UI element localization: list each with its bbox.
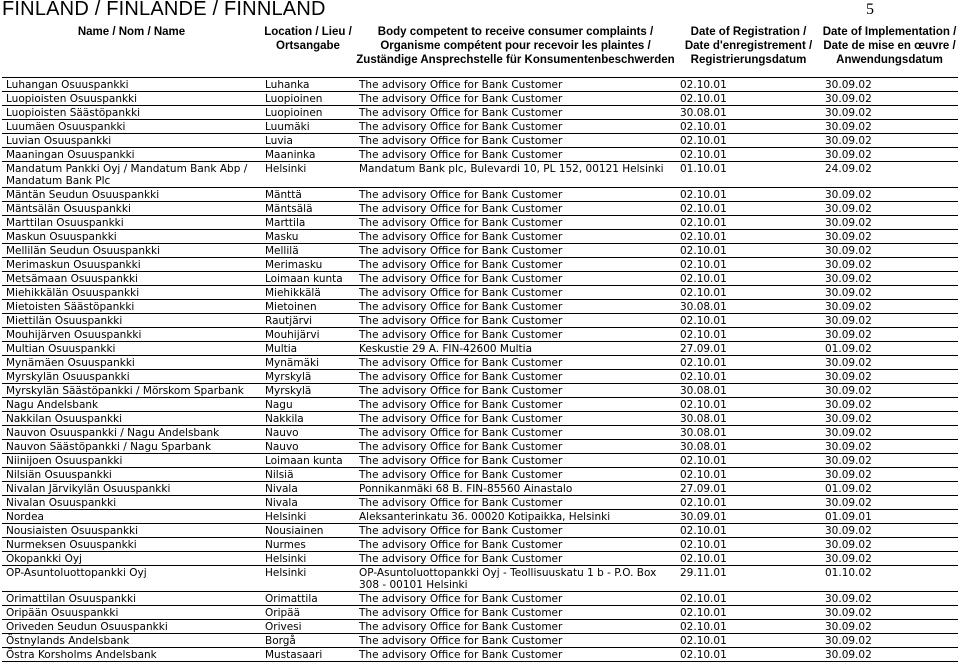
cell-name: Nauvon Säästöpankki / Nagu Sparbank (2, 440, 261, 454)
cell-name: Luopioisten Osuuspankki (2, 92, 261, 106)
table-row (2, 566, 958, 592)
cell-implementation-date: 30.09.02 (821, 648, 958, 662)
cell-name: Okopankki Oyj (2, 552, 261, 566)
cell-name: Merimaskun Osuuspankki (2, 258, 261, 272)
cell-name: Oriveden Seudun Osuuspankki (2, 620, 261, 634)
cell-implementation-date: 30.09.02 (821, 92, 958, 106)
cell-implementation-date: 30.09.02 (821, 314, 958, 328)
cell-body: The advisory Office for Bank Customer (355, 258, 676, 272)
page-title: FINLAND / FINLANDE / FINNLAND (2, 0, 326, 20)
cell-registration-date: 02.10.01 (676, 620, 821, 634)
cell-implementation-date: 30.09.02 (821, 148, 958, 162)
table-header (2, 25, 958, 78)
cell-implementation-date: 30.09.02 (821, 328, 958, 342)
cell-body: The advisory Office for Bank Customer (355, 202, 676, 216)
cell-location: Helsinki (261, 162, 355, 188)
cell-location: Helsinki (261, 510, 355, 524)
cell-location: Oripää (261, 606, 355, 620)
cell-registration-date: 30.08.01 (676, 412, 821, 426)
cell-registration-date: 30.09.01 (676, 510, 821, 524)
cell-name: Mäntän Seudun Osuuspankki (2, 188, 261, 202)
cell-name: Nauvon Osuuspankki / Nagu Andelsbank (2, 426, 261, 440)
cell-body: The advisory Office for Bank Customer (355, 92, 676, 106)
cell-implementation-date: 30.09.02 (821, 538, 958, 552)
cell-location: Orimattila (261, 592, 355, 606)
cell-registration-date: 02.10.01 (676, 134, 821, 148)
cell-location: Orivesi (261, 620, 355, 634)
table-row (2, 106, 958, 120)
cell-location: Mäntsälä (261, 202, 355, 216)
table-row (2, 356, 958, 370)
cell-name: Nivalan Osuuspankki (2, 496, 261, 510)
cell-body: Keskustie 29 A. FIN-42600 Multia (355, 342, 676, 356)
cell-implementation-date: 30.09.02 (821, 120, 958, 134)
cell-implementation-date: 30.09.02 (821, 398, 958, 412)
cell-name: Nilsiän Osuuspankki (2, 468, 261, 482)
cell-implementation-date: 30.09.02 (821, 412, 958, 426)
table-row (2, 202, 958, 216)
cell-body: The advisory Office for Bank Customer (355, 216, 676, 230)
cell-registration-date: 02.10.01 (676, 552, 821, 566)
cell-name: OP-Asuntoluottopankki Oyj (2, 566, 261, 592)
cell-implementation-date: 01.09.02 (821, 482, 958, 496)
column-header-location: Location / Lieu / Ortsangabe (264, 26, 352, 52)
cell-implementation-date: 01.10.02 (821, 566, 958, 592)
cell-name: Orimattilan Osuuspankki (2, 592, 261, 606)
cell-implementation-date: 30.09.02 (821, 134, 958, 148)
cell-implementation-date: 30.09.02 (821, 286, 958, 300)
cell-location: Nivala (261, 482, 355, 496)
cell-body: The advisory Office for Bank Customer (355, 538, 676, 552)
column-header-name: Name / Nom / Name (77, 26, 186, 38)
cell-location: Borgå (261, 634, 355, 648)
cell-name: Mandatum Pankki Oyj / Mandatum Bank Abp / Mandatum Bank Plc (2, 162, 261, 188)
table-row (2, 314, 958, 328)
cell-name: Oripään Osuuspankki (2, 606, 261, 620)
table-row (2, 496, 958, 510)
cell-name: Östnylands Andelsbank (2, 634, 261, 648)
cell-implementation-date: 30.09.02 (821, 78, 958, 92)
header-row (2, 25, 958, 78)
table-row (2, 634, 958, 648)
table-row (2, 538, 958, 552)
cell-implementation-date: 30.09.02 (821, 454, 958, 468)
cell-implementation-date: 30.09.02 (821, 552, 958, 566)
cell-registration-date: 02.10.01 (676, 356, 821, 370)
cell-registration-date: 02.10.01 (676, 230, 821, 244)
table-row (2, 648, 958, 662)
cell-registration-date: 02.10.01 (676, 78, 821, 92)
cell-body: The advisory Office for Bank Customer (355, 370, 676, 384)
table-row (2, 78, 958, 92)
cell-location: Mellilä (261, 244, 355, 258)
table-row (2, 552, 958, 566)
table-row (2, 216, 958, 230)
cell-location: Nousiainen (261, 524, 355, 538)
cell-implementation-date: 30.09.02 (821, 216, 958, 230)
cell-body: The advisory Office for Bank Customer (355, 300, 676, 314)
cell-location: Loimaan kunta (261, 454, 355, 468)
cell-body: The advisory Office for Bank Customer (355, 634, 676, 648)
cell-location: Nivala (261, 496, 355, 510)
cell-implementation-date: 30.09.02 (821, 106, 958, 120)
page-number: 5 (866, 1, 874, 18)
registration-table (2, 25, 958, 662)
table-row (2, 398, 958, 412)
cell-name: Multian Osuuspankki (2, 342, 261, 356)
cell-body: The advisory Office for Bank Customer (355, 314, 676, 328)
cell-body: The advisory Office for Bank Customer (355, 454, 676, 468)
cell-registration-date: 02.10.01 (676, 328, 821, 342)
cell-registration-date: 02.10.01 (676, 454, 821, 468)
cell-name: Mietoisten Säästöpankki (2, 300, 261, 314)
table-row (2, 606, 958, 620)
cell-name: Luumäen Osuuspankki (2, 120, 261, 134)
cell-body: The advisory Office for Bank Customer (355, 426, 676, 440)
cell-location: Merimasku (261, 258, 355, 272)
cell-body: The advisory Office for Bank Customer (355, 524, 676, 538)
cell-body: The advisory Office for Bank Customer (355, 412, 676, 426)
cell-registration-date: 02.10.01 (676, 634, 821, 648)
table-row (2, 592, 958, 606)
cell-body: Mandatum Bank plc, Bulevardi 10, PL 152, 00121 Helsinki (355, 162, 676, 188)
table-row (2, 258, 958, 272)
cell-location: Mustasaari (261, 648, 355, 662)
cell-implementation-date: 30.09.02 (821, 468, 958, 482)
cell-implementation-date: 30.09.02 (821, 384, 958, 398)
column-header-registration-date: Date of Registration / Date d'enregistrement / Registrierungsdatum (684, 26, 813, 66)
table-row (2, 412, 958, 426)
cell-location: Helsinki (261, 566, 355, 592)
cell-name: Nordea (2, 510, 261, 524)
cell-implementation-date: 30.09.02 (821, 202, 958, 216)
cell-registration-date: 02.10.01 (676, 592, 821, 606)
cell-body: The advisory Office for Bank Customer (355, 230, 676, 244)
cell-name: Myrskylän Osuuspankki (2, 370, 261, 384)
cell-location: Myrskylä (261, 384, 355, 398)
cell-location: Marttila (261, 216, 355, 230)
cell-location: Loimaan kunta (261, 272, 355, 286)
table-row (2, 468, 958, 482)
table-row (2, 272, 958, 286)
cell-implementation-date: 30.09.02 (821, 230, 958, 244)
cell-location: Nauvo (261, 440, 355, 454)
cell-location: Nauvo (261, 426, 355, 440)
cell-body: The advisory Office for Bank Customer (355, 552, 676, 566)
cell-body: The advisory Office for Bank Customer (355, 468, 676, 482)
cell-registration-date: 27.09.01 (676, 482, 821, 496)
cell-registration-date: 02.10.01 (676, 314, 821, 328)
cell-implementation-date: 30.09.02 (821, 524, 958, 538)
cell-registration-date: 02.10.01 (676, 272, 821, 286)
cell-name: Luopioisten Säästöpankki (2, 106, 261, 120)
cell-registration-date: 02.10.01 (676, 496, 821, 510)
cell-body: Ponnikanmäki 68 B. FIN-85560 Ainastalo (355, 482, 676, 496)
cell-name: Niinijoen Osuuspankki (2, 454, 261, 468)
cell-implementation-date: 30.09.02 (821, 370, 958, 384)
cell-location: Mynämäki (261, 356, 355, 370)
page-header (2, 0, 958, 24)
cell-registration-date: 02.10.01 (676, 468, 821, 482)
cell-name: Östra Korsholms Andelsbank (2, 648, 261, 662)
cell-body: The advisory Office for Bank Customer (355, 328, 676, 342)
cell-registration-date: 30.08.01 (676, 384, 821, 398)
cell-registration-date: 02.10.01 (676, 148, 821, 162)
cell-registration-date: 02.10.01 (676, 606, 821, 620)
cell-location: Nakkila (261, 412, 355, 426)
cell-body: The advisory Office for Bank Customer (355, 188, 676, 202)
table-row (2, 524, 958, 538)
cell-name: Mynämäen Osuuspankki (2, 356, 261, 370)
cell-location: Mouhijärvi (261, 328, 355, 342)
table-row (2, 300, 958, 314)
table-row (2, 134, 958, 148)
cell-registration-date: 02.10.01 (676, 216, 821, 230)
cell-location: Luvia (261, 134, 355, 148)
table-row (2, 440, 958, 454)
table-row (2, 162, 958, 188)
cell-name: Nousiaisten Osuuspankki (2, 524, 261, 538)
cell-body: The advisory Office for Bank Customer (355, 606, 676, 620)
table-row (2, 244, 958, 258)
cell-name: Nivalan Järvikylän Osuuspankki (2, 482, 261, 496)
cell-body: The advisory Office for Bank Customer (355, 384, 676, 398)
cell-name: Myrskylän Säästöpankki / Mörskom Sparbank (2, 384, 261, 398)
cell-implementation-date: 30.09.02 (821, 496, 958, 510)
cell-name: Luvian Osuuspankki (2, 134, 261, 148)
cell-name: Miettilän Osuuspankki (2, 314, 261, 328)
cell-body: The advisory Office for Bank Customer (355, 620, 676, 634)
cell-registration-date: 30.08.01 (676, 300, 821, 314)
cell-implementation-date: 30.09.02 (821, 440, 958, 454)
cell-name: Nagu Andelsbank (2, 398, 261, 412)
column-header-implementation-date: Date of Implementation / Date de mise en œuvre / Anwendungsdatum (822, 26, 957, 66)
cell-name: Nurmeksen Osuuspankki (2, 538, 261, 552)
cell-location: Miehikkälä (261, 286, 355, 300)
cell-registration-date: 01.10.01 (676, 162, 821, 188)
cell-body: OP-Asuntoluottopankki Oyj - Teollisuuskatu 1 b - P.O. Box 308 - 00101 Helsinki (355, 566, 676, 592)
cell-registration-date: 27.09.01 (676, 342, 821, 356)
cell-location: Nagu (261, 398, 355, 412)
cell-implementation-date: 30.09.02 (821, 188, 958, 202)
cell-implementation-date: 30.09.02 (821, 244, 958, 258)
cell-location: Helsinki (261, 552, 355, 566)
cell-implementation-date: 30.09.02 (821, 592, 958, 606)
cell-registration-date: 02.10.01 (676, 202, 821, 216)
table-row (2, 188, 958, 202)
table-row (2, 426, 958, 440)
table-row (2, 454, 958, 468)
column-header-body: Body competent to receive consumer complaints / Organisme compétent pour recevoir les plaintes / Zuständige Ansprechstelle für Konsumentenbeschwerden (356, 26, 675, 66)
cell-body: The advisory Office for Bank Customer (355, 398, 676, 412)
cell-registration-date: 02.10.01 (676, 120, 821, 134)
cell-registration-date: 02.10.01 (676, 398, 821, 412)
cell-body: The advisory Office for Bank Customer (355, 148, 676, 162)
cell-body: The advisory Office for Bank Customer (355, 648, 676, 662)
table-row (2, 342, 958, 356)
cell-registration-date: 02.10.01 (676, 92, 821, 106)
cell-name: Luhangan Osuuspankki (2, 78, 261, 92)
cell-location: Mänttä (261, 188, 355, 202)
table-row (2, 620, 958, 634)
cell-registration-date: 02.10.01 (676, 258, 821, 272)
cell-name: Mellilän Seudun Osuuspankki (2, 244, 261, 258)
cell-body: The advisory Office for Bank Customer (355, 272, 676, 286)
cell-registration-date: 30.08.01 (676, 440, 821, 454)
table-row (2, 230, 958, 244)
cell-name: Marttilan Osuuspankki (2, 216, 261, 230)
cell-registration-date: 02.10.01 (676, 286, 821, 300)
cell-implementation-date: 30.09.02 (821, 634, 958, 648)
cell-location: Maaninka (261, 148, 355, 162)
cell-implementation-date: 01.09.01 (821, 510, 958, 524)
table-row (2, 148, 958, 162)
cell-implementation-date: 30.09.02 (821, 426, 958, 440)
cell-name: Nakkilan Osuuspankki (2, 412, 261, 426)
cell-location: Masku (261, 230, 355, 244)
cell-body: The advisory Office for Bank Customer (355, 496, 676, 510)
cell-implementation-date: 30.09.02 (821, 258, 958, 272)
cell-name: Mäntsälän Osuuspankki (2, 202, 261, 216)
cell-body: The advisory Office for Bank Customer (355, 356, 676, 370)
cell-body: The advisory Office for Bank Customer (355, 120, 676, 134)
table-row (2, 92, 958, 106)
table-body (2, 78, 958, 662)
cell-body: The advisory Office for Bank Customer (355, 244, 676, 258)
cell-implementation-date: 24.09.02 (821, 162, 958, 188)
table-row (2, 328, 958, 342)
cell-implementation-date: 30.09.02 (821, 620, 958, 634)
cell-registration-date: 02.10.01 (676, 524, 821, 538)
cell-implementation-date: 30.09.02 (821, 300, 958, 314)
cell-registration-date: 30.08.01 (676, 106, 821, 120)
cell-body: The advisory Office for Bank Customer (355, 78, 676, 92)
cell-location: Luumäki (261, 120, 355, 134)
cell-body: Aleksanterinkatu 36. 00020 Kotipaikka, Helsinki (355, 510, 676, 524)
cell-location: Rautjärvi (261, 314, 355, 328)
cell-location: Luhanka (261, 78, 355, 92)
cell-location: Myrskylä (261, 370, 355, 384)
cell-registration-date: 02.10.01 (676, 538, 821, 552)
table-row (2, 120, 958, 134)
cell-name: Mouhijärven Osuuspankki (2, 328, 261, 342)
table-row (2, 510, 958, 524)
cell-name: Maaningan Osuuspankki (2, 148, 261, 162)
table-row (2, 384, 958, 398)
cell-registration-date: 29.11.01 (676, 566, 821, 592)
cell-registration-date: 02.10.01 (676, 648, 821, 662)
cell-location: Mietoinen (261, 300, 355, 314)
cell-body: The advisory Office for Bank Customer (355, 286, 676, 300)
cell-location: Luopioinen (261, 106, 355, 120)
cell-registration-date: 02.10.01 (676, 244, 821, 258)
cell-registration-date: 02.10.01 (676, 370, 821, 384)
cell-implementation-date: 30.09.02 (821, 606, 958, 620)
cell-registration-date: 30.08.01 (676, 426, 821, 440)
cell-name: Maskun Osuuspankki (2, 230, 261, 244)
table-row (2, 370, 958, 384)
cell-name: Miehikkälän Osuuspankki (2, 286, 261, 300)
cell-body: The advisory Office for Bank Customer (355, 106, 676, 120)
cell-location: Nilsiä (261, 468, 355, 482)
cell-implementation-date: 30.09.02 (821, 356, 958, 370)
table-row (2, 286, 958, 300)
cell-body: The advisory Office for Bank Customer (355, 592, 676, 606)
table-row (2, 482, 958, 496)
cell-implementation-date: 30.09.02 (821, 272, 958, 286)
cell-body: The advisory Office for Bank Customer (355, 440, 676, 454)
cell-body: The advisory Office for Bank Customer (355, 134, 676, 148)
cell-registration-date: 02.10.01 (676, 188, 821, 202)
cell-name: Metsämaan Osuuspankki (2, 272, 261, 286)
cell-implementation-date: 01.09.02 (821, 342, 958, 356)
cell-location: Luopioinen (261, 92, 355, 106)
cell-location: Nurmes (261, 538, 355, 552)
cell-location: Multia (261, 342, 355, 356)
